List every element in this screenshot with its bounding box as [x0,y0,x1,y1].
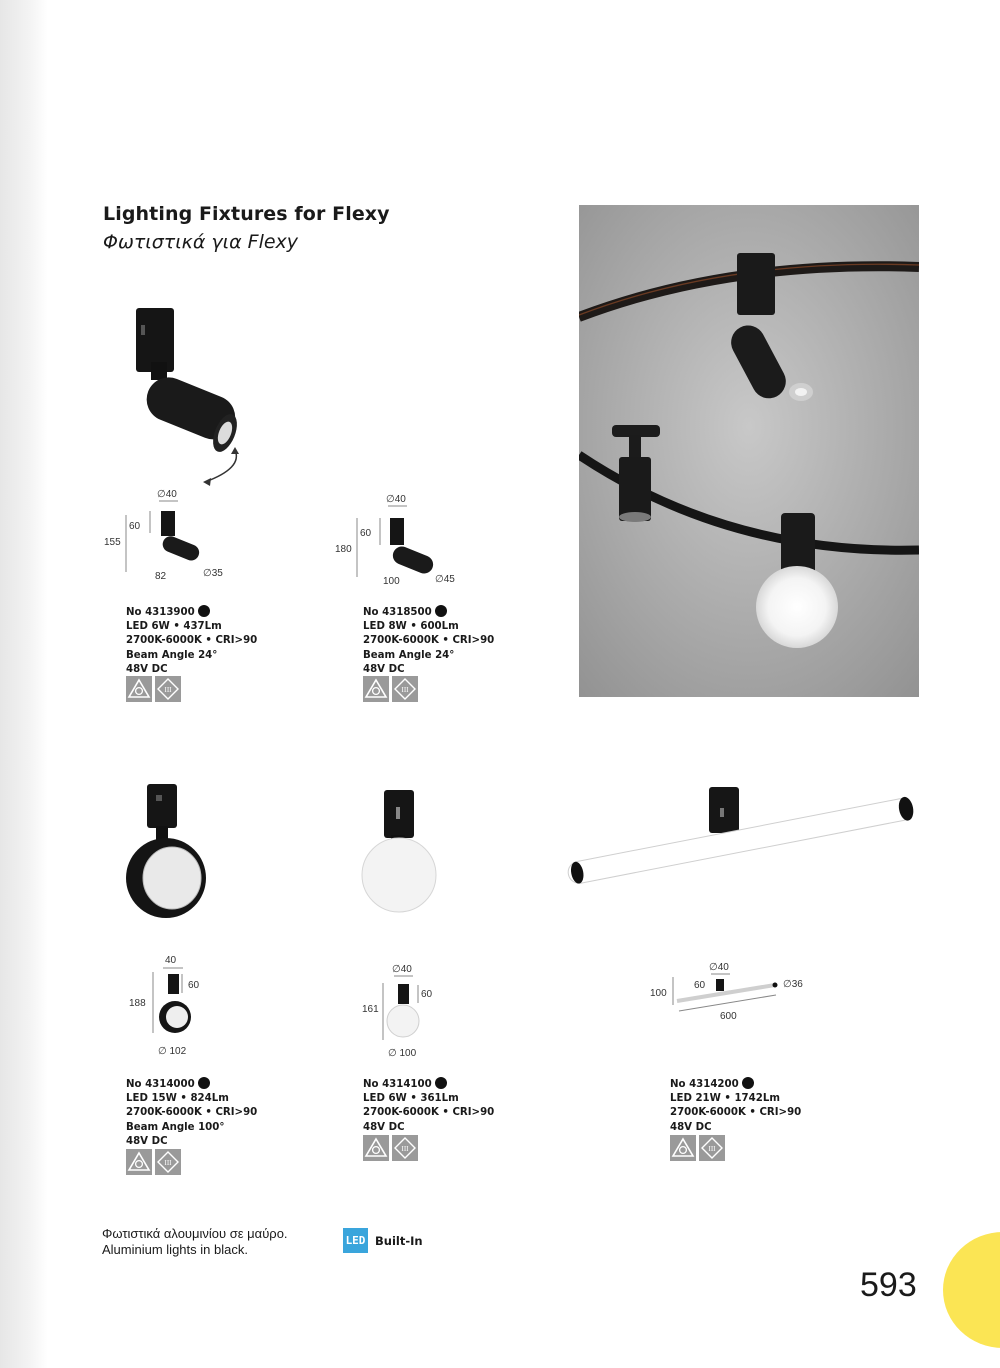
dim-diameter-top: ∅40 [157,489,177,500]
spec-voltage: 48V DC [670,1121,712,1133]
spec-block [363,1077,494,1135]
dim-height-head: 60 [188,980,200,991]
product-dimension-drawing [125,950,225,1060]
dim-height-total: 161 [362,1004,379,1015]
spec-voltage: 48V DC [363,663,405,675]
spec-block [126,1077,257,1149]
black-color-dot [742,1077,754,1089]
product-dimension-drawing [645,955,815,1030]
spec-voltage: 48V DC [126,663,168,675]
dim-length: 100 [383,576,400,587]
black-color-dot [435,1077,447,1089]
spec-power: LED 21W • 1742Lm [670,1093,780,1105]
dim-height-total: 155 [104,537,121,548]
product-number: No 4318500 [363,607,432,618]
class-iii-icon [155,1149,181,1175]
dim-diameter-head: ∅35 [203,568,223,579]
builtin-label: Built-In [375,1234,423,1248]
svg-text:III: III [401,1145,409,1153]
dim-height-head: 60 [360,528,372,539]
dim-diameter-head: ∅ 100 [388,1048,417,1059]
svg-text:III: III [164,1159,172,1167]
spec-beam: Beam Angle 24° [126,649,218,661]
spec-icons [126,1149,181,1175]
dimmable-icon [363,1135,389,1161]
product-number: No 4313900 [126,607,195,618]
page-title: Lighting Fixtures for Flexy [103,203,390,225]
dimmable-icon [670,1135,696,1161]
spec-voltage: 48V DC [363,1121,405,1133]
dim-height-head: 60 [421,989,433,1000]
dimmable-icon [126,1149,152,1175]
ambient-photo [579,205,919,697]
dim-diameter-head: ∅45 [435,574,455,585]
spec-cct: 2700K-6000K • CRI>90 [670,1107,802,1119]
product-image-round-spot [120,780,220,920]
product-image-spot-24 [125,300,255,490]
page-subtitle: Φωτιστικά για Flexy [103,231,299,253]
spec-power: LED 6W • 361Lm [363,1093,459,1105]
dim-height-total: 188 [129,998,146,1009]
footer-description-english: Aluminium lights in black. [102,1242,248,1257]
page-number: 593 [860,1266,917,1304]
spec-power: LED 15W • 824Lm [126,1093,229,1105]
spec-block [670,1077,801,1135]
product-dimension-drawing [100,485,240,585]
product-dimension-drawing [335,490,475,590]
dim-diameter-top: ∅40 [386,494,406,505]
spec-cct: 2700K-6000K • CRI>90 [363,1107,495,1119]
spec-block [126,605,257,677]
spec-icons [126,676,181,702]
spec-cct: 2700K-6000K • CRI>90 [126,1107,258,1119]
class-iii-icon [155,676,181,702]
spec-icons [670,1135,725,1161]
class-iii-icon [392,1135,418,1161]
spec-power: LED 6W • 437Lm [126,621,222,633]
page-edge-shade [0,0,48,1368]
spec-beam: Beam Angle 100° [126,1121,225,1133]
page-corner-accent [943,1232,1000,1348]
dimmable-icon [363,676,389,702]
footer-description-greek: Φωτιστικά αλουμινίου σε μαύρο. [102,1226,288,1241]
svg-text:III: III [708,1145,716,1153]
spec-cct: 2700K-6000K • CRI>90 [363,635,495,647]
svg-text:III: III [401,686,409,694]
product-dimension-drawing [360,955,460,1065]
class-iii-icon [392,676,418,702]
dim-diameter-top: 40 [165,955,177,966]
black-color-dot [198,1077,210,1089]
dim-diameter-top: ∅40 [392,964,412,975]
dim-diameter-top: ∅40 [709,962,729,973]
spec-beam: Beam Angle 24° [363,649,455,661]
dim-height-total: 100 [650,988,667,999]
product-number: No 4314200 [670,1079,739,1090]
spec-voltage: 48V DC [126,1135,168,1147]
black-color-dot [198,605,210,617]
svg-text:III: III [164,686,172,694]
dim-height-head: 60 [129,521,141,532]
product-image-globe [355,785,445,920]
spec-block [363,605,494,677]
class-iii-icon [699,1135,725,1161]
spec-cct: 2700K-6000K • CRI>90 [126,635,258,647]
spec-icons [363,676,418,702]
dim-diameter-head: ∅36 [783,979,803,990]
spec-icons [363,1135,418,1161]
black-color-dot [435,605,447,617]
led-icon: LED [343,1228,368,1253]
spec-power: LED 8W • 600Lm [363,621,459,633]
dim-length: 82 [155,571,167,582]
product-image-tube [560,780,925,895]
dim-height-total: 180 [335,544,352,555]
dim-diameter-head: ∅ 102 [158,1046,187,1057]
dim-length: 600 [720,1011,737,1022]
dim-height-head: 60 [694,980,706,991]
dimmable-icon [126,676,152,702]
product-number: No 4314100 [363,1079,432,1090]
product-number: No 4314000 [126,1079,195,1090]
